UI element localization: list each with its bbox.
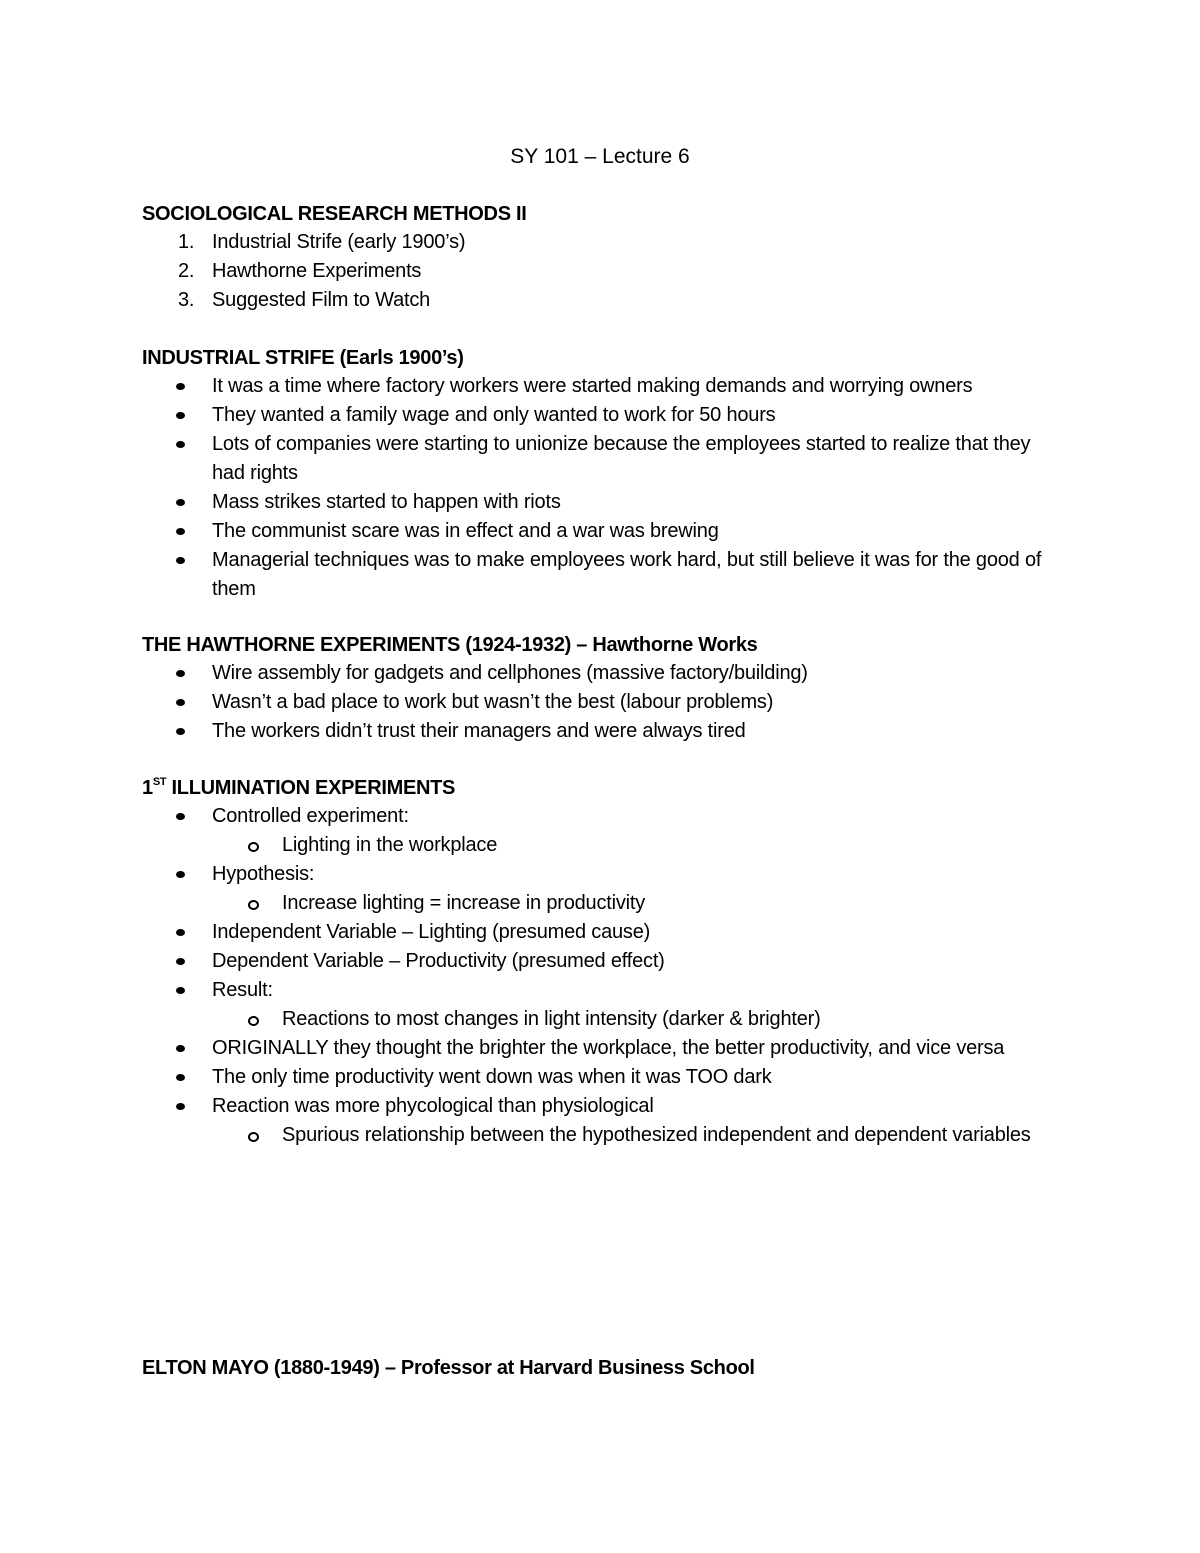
heading-number: 1 [142,777,153,799]
sub-list-item-text: Lighting in the workplace [282,834,498,856]
list-item-text: Reaction was more phycological than physiological [212,1095,654,1117]
section-heading-illumination [142,774,455,802]
section-heading-hawthorne: THE HAWTHORNE EXPERIMENTS (1924-1932) – Hawthorne Works [142,634,758,656]
list-item [0,976,1200,1005]
bullet-icon [176,441,185,448]
list-item-text: Independent Variable – Lighting (presumed cause) [212,921,651,943]
bullet-icon [176,871,185,878]
hollow-bullet-icon [248,1132,259,1142]
outline-list [0,228,1200,315]
list-item [0,659,1200,688]
list-number: 3. [178,289,195,311]
bullet-icon [176,699,185,706]
hollow-bullet-icon [248,842,259,852]
list-item [0,947,1200,976]
bullet-icon [176,412,185,419]
list-item-text: Hypothesis: [212,863,315,885]
bullet-icon [176,958,185,965]
section-heading-industrial-strife: INDUSTRIAL STRIFE (Earls 1900’s) [142,347,464,369]
sub-list-item [0,831,1200,860]
bullet-icon [176,813,185,820]
list-item [0,401,1200,430]
list-item [0,860,1200,889]
sub-list-item-text: Increase lighting = increase in productivity [282,892,646,914]
list-item-text: Managerial techniques was to make employees work hard, but still believe it was for the good of them [212,549,1042,600]
sub-list-item [0,1121,1200,1150]
bullet-icon [176,528,185,535]
list-item-text: The communist scare was in effect and a war was brewing [212,520,719,542]
sub-list-item-text: Reactions to most changes in light intensity (darker & brighter) [282,1008,821,1030]
list-item-text: Mass strikes started to happen with riots [212,491,561,513]
bullet-icon [176,929,185,936]
list-item-text: Dependent Variable – Productivity (presumed effect) [212,950,665,972]
section-heading-elton-mayo: ELTON MAYO (1880-1949) – Professor at Harvard Business School [142,1357,755,1379]
list-item-text: The only time productivity went down was when it was TOO dark [212,1066,772,1088]
outline-item [0,286,1200,315]
list-item [0,1063,1200,1092]
outline-item [0,257,1200,286]
outline-item [0,228,1200,257]
hollow-bullet-icon [248,900,259,910]
list-item-text: Lots of companies were starting to unionize because the employees started to realize that they had rights [212,433,1031,484]
list-item-text: Result: [212,979,273,1001]
bullet-icon [176,1045,185,1052]
bullet-icon [176,383,185,390]
list-number: 2. [178,260,195,282]
list-item-text: Controlled experiment: [212,805,409,827]
list-item [0,1034,1200,1063]
outline-item-text: Industrial Strife (early 1900’s) [212,231,466,253]
list-item [0,1092,1200,1121]
list-item-text: The workers didn’t trust their managers and were always tired [212,720,746,742]
list-item [0,802,1200,831]
sub-list-item [0,1005,1200,1034]
list-item [0,488,1200,517]
bullet-icon [176,987,185,994]
document-title: SY 101 – Lecture 6 [510,145,690,168]
outline-item-text: Suggested Film to Watch [212,289,431,311]
industrial-strife-list [0,372,1200,604]
hawthorne-list [0,659,1200,746]
list-item-text: They wanted a family wage and only wanted to work for 50 hours [212,404,776,426]
bullet-icon [176,1103,185,1110]
heading-text: ILLUMINATION EXPERIMENTS [166,777,456,799]
bullet-icon [176,1074,185,1081]
section-heading-research-methods: SOCIOLOGICAL RESEARCH METHODS II [142,203,527,225]
list-item [0,372,1200,401]
list-item-text: Wire assembly for gadgets and cellphones (massive factory/building) [212,662,808,684]
list-item [0,430,1200,488]
outline-item-text: Hawthorne Experiments [212,260,422,282]
heading-ordinal: ST [152,776,167,789]
sub-list-item [0,889,1200,918]
list-number: 1. [178,231,195,253]
list-item-text: ORIGINALLY they thought the brighter the workplace, the better productivity, and vice versa [212,1037,1005,1059]
bullet-icon [176,499,185,506]
list-item [0,717,1200,746]
bullet-icon [176,557,185,564]
list-item-text: It was a time where factory workers were started making demands and worrying owners [212,375,973,397]
bullet-icon [176,670,185,677]
hollow-bullet-icon [248,1016,259,1026]
list-item [0,546,1200,604]
list-item [0,517,1200,546]
list-item [0,918,1200,947]
bullet-icon [176,728,185,735]
sub-list-item-text: Spurious relationship between the hypothesized independent and dependent variables [282,1124,1031,1146]
illumination-list [0,802,1200,1150]
list-item [0,688,1200,717]
list-item-text: Wasn’t a bad place to work but wasn’t the best (labour problems) [212,691,774,713]
